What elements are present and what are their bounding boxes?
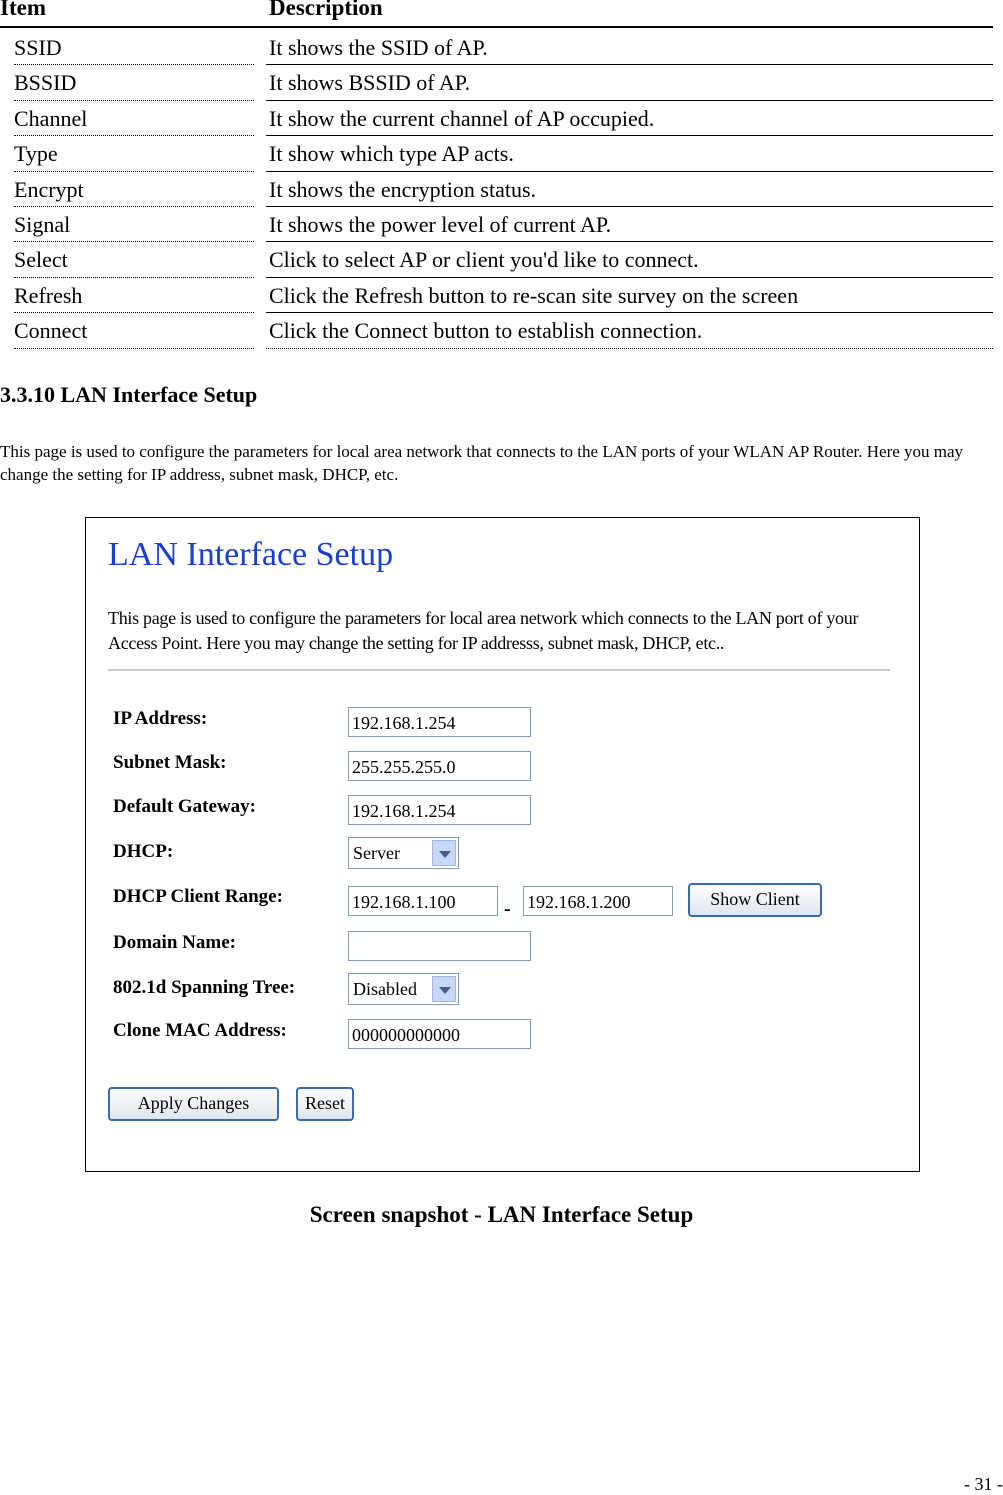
default-gateway-input[interactable]: 192.168.1.254	[348, 795, 531, 825]
section-paragraph: This page is used to configure the parameters for local area network that connects to the LAN ports of your WLAN AP Router. Here you may change the setting for IP address, subnet mask, DHCP, etc.	[0, 442, 964, 484]
table-row	[0, 313, 993, 348]
domain-name-input[interactable]	[348, 931, 531, 961]
subnet-mask-label: Subnet Mask:	[113, 752, 227, 773]
row-item: Connect	[14, 318, 88, 344]
row-description: It show which type AP acts.	[269, 141, 514, 167]
row-description: It shows the SSID of AP.	[269, 35, 488, 60]
snapshot-description: This page is used to configure the parameters for local area network which connects to the LAN port of your Access Point. Here you may change the setting for IP addresss, subnet mask, DHCP, etc..	[108, 608, 859, 653]
dhcp-label: DHCP:	[113, 841, 174, 862]
table-row	[0, 101, 993, 136]
table-row	[0, 172, 993, 207]
lan-setup-screenshot	[85, 517, 920, 1172]
header-description: Description	[269, 0, 383, 20]
row-description: It show the current channel of AP occupied.	[269, 105, 655, 131]
row-item: Select	[14, 247, 68, 273]
chevron-down-icon[interactable]	[432, 976, 456, 1002]
row-item: Encrypt	[14, 176, 84, 202]
header-rule	[0, 26, 993, 28]
row-description: Click the Connect button to establish connection.	[269, 318, 703, 344]
table-row	[0, 278, 993, 313]
spanning-tree-select[interactable]	[348, 973, 459, 1005]
apply-changes-button[interactable]: Apply Changes	[108, 1087, 279, 1121]
figure-caption: Screen snapshot - LAN Interface Setup	[309, 1202, 694, 1227]
header-item: Item	[0, 0, 46, 20]
table-row	[0, 65, 993, 100]
table-row	[0, 136, 993, 171]
dhcp-client-range-label: DHCP Client Range:	[113, 886, 283, 907]
row-description: It shows the power level of current AP.	[269, 212, 612, 237]
domain-name-label: Domain Name:	[113, 932, 236, 953]
row-description: Click the Refresh button to re-scan site survey on the screen	[269, 282, 799, 308]
row-item: SSID	[14, 35, 62, 60]
row-divider	[14, 348, 254, 349]
row-item: Refresh	[14, 282, 83, 308]
subnet-mask-input[interactable]: 255.255.255.0	[348, 751, 531, 781]
table-row	[0, 207, 993, 242]
description-table	[0, 0, 993, 344]
row-description: It shows BSSID of AP.	[269, 70, 471, 96]
spanning-tree-label: 802.1d Spanning Tree:	[113, 977, 296, 998]
row-description: It shows the encryption status.	[269, 176, 537, 202]
clone-mac-label: Clone MAC Address:	[113, 1020, 287, 1041]
table-row	[0, 30, 993, 65]
default-gateway-label: Default Gateway:	[113, 796, 256, 817]
reset-button[interactable]: Reset	[296, 1087, 354, 1121]
dhcp-select-value: Server	[353, 843, 400, 863]
clone-mac-input[interactable]: 000000000000	[348, 1019, 531, 1049]
row-description: Click to select AP or client you'd like to connect.	[269, 247, 699, 273]
row-divider	[266, 348, 993, 349]
show-client-button[interactable]: Show Client	[688, 883, 822, 917]
dhcp-range-end-input[interactable]: 192.168.1.200	[523, 886, 673, 916]
row-item: Type	[14, 141, 58, 167]
row-item: Signal	[14, 212, 71, 237]
dhcp-select[interactable]	[348, 837, 459, 869]
ip-address-label: IP Address:	[113, 708, 208, 729]
ip-address-input[interactable]: 192.168.1.254	[348, 707, 531, 737]
table-row	[0, 242, 993, 277]
page-number: - 31 -	[964, 1474, 1003, 1494]
snapshot-title: LAN Interface Setup	[108, 536, 394, 573]
row-item: BSSID	[14, 70, 77, 96]
row-item: Channel	[14, 105, 88, 131]
dhcp-range-start-input[interactable]: 192.168.1.100	[348, 886, 498, 916]
section-title: 3.3.10 LAN Interface Setup	[0, 382, 258, 407]
divider	[108, 669, 890, 671]
spanning-tree-select-value: Disabled	[353, 979, 417, 999]
range-separator: -	[504, 898, 511, 920]
chevron-down-icon[interactable]	[432, 840, 456, 866]
